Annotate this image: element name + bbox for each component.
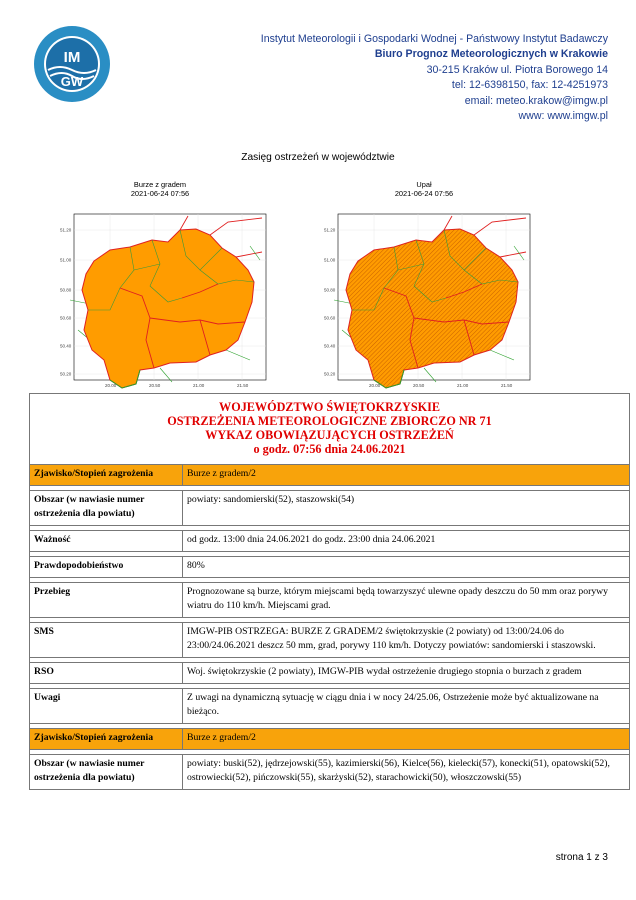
table-row (30, 623, 630, 658)
phenomenon-label: Zjawisko/Stopień zagrożenia (30, 729, 183, 750)
office-name: Biuro Prognoz Meteorologicznych w Krakowie (374, 48, 608, 61)
map-caption-datetime: 2021-06-24 07:56 (394, 189, 454, 198)
phenomenon-value: Burze z gradem/2 (183, 729, 630, 750)
lon-tick-label: 20.50 (149, 383, 161, 388)
imgw-logo (32, 24, 112, 104)
lat-tick-label: 50.60 (60, 315, 72, 321)
report-title-line: OSTRZEŻENIA METEOROLOGICZNE ZBIORCZO NR 71 (167, 414, 492, 428)
table-row (30, 583, 630, 618)
institute-name: Instytut Meteorologii i Gospodarki Wodnej - Państwowy Instytut Badawczy (260, 33, 608, 45)
maps-title: Zasięg ostrzeżeń w województwie (241, 152, 395, 163)
rso-value: Woj. świętokrzyskie (2 powiaty), IMGW-PIB wydał ostrzeżenie drugiego stopnia o burzach z gradem (183, 663, 630, 684)
map-caption-label: Upał (416, 180, 432, 189)
report-title-line: WYKAZ OBOWIĄZUJĄCYCH OSTRZEŻEŃ (205, 428, 454, 442)
warnings-table (29, 393, 630, 790)
lat-tick-label: 51.20 (60, 227, 72, 233)
table-row (30, 531, 630, 552)
office-email[interactable]: email: meteo.krakow@imgw.pl (464, 94, 608, 107)
table-row (30, 729, 630, 750)
map-caption-datetime: 2021-06-24 07:56 (130, 189, 190, 198)
office-www[interactable]: www: www.imgw.pl (518, 110, 608, 123)
phenomenon-label: Zjawisko/Stopień zagrożenia (30, 465, 183, 486)
table-row (30, 557, 630, 578)
probability-value: 80% (183, 557, 630, 578)
map-heat (314, 180, 534, 390)
probability-label: Prawdopodobieństwo (30, 557, 183, 578)
validity-value: od godz. 13:00 dnia 24.06.2021 do godz. 23:00 dnia 24.06.2021 (183, 531, 630, 552)
table-row (30, 755, 630, 790)
map-hail-storms (50, 180, 270, 390)
notes-label: Uwagi (30, 689, 183, 724)
course-value: Prognozowane są burze, którym miejscami będą towarzyszyć ulewne opady deszczu do 50 mm oraz porywy wiatru do 110 km/h. Miejscami grad. (183, 583, 630, 618)
page-number: strona 1 z 3 (555, 852, 608, 863)
report-title-line: WOJEWÓDZTWO ŚWIĘTOKRZYSKIE (219, 400, 440, 414)
lat-tick-label: 50.20 (60, 371, 72, 377)
lat-tick-label: 50.40 (324, 343, 336, 349)
sms-value: IMGW-PIB OSTRZEGA: BURZE Z GRADEM/2 świętokrzyskie (2 powiaty) od 13:00/24.06 do 23:00/24.06.2021 deszcz 50 mm, grad, porywy 110 km/h. Dotyczy powiatów: sandomierski i staszowski. (183, 623, 630, 658)
validity-label: Ważność (30, 531, 183, 552)
lat-tick-label: 51.00 (60, 257, 72, 263)
rso-label: RSO (30, 663, 183, 684)
table-row (30, 465, 630, 486)
lon-tick-label: 21.00 (193, 383, 205, 388)
table-row (30, 491, 630, 526)
lon-tick-label: 20.00 (369, 383, 381, 388)
area-value: powiaty: sandomierski(52), staszowski(54) (183, 491, 630, 526)
institution-header (208, 32, 608, 124)
area-label: Obszar (w nawiasie numer ostrzeżenia dla powiatu) (30, 491, 183, 526)
phenomenon-value: Burze z gradem/2 (183, 465, 630, 486)
lat-tick-label: 50.20 (324, 371, 336, 377)
lon-tick-label: 21.50 (237, 383, 249, 388)
area-label: Obszar (w nawiasie numer ostrzeżenia dla powiatu) (30, 755, 183, 790)
lat-tick-label: 51.20 (324, 227, 336, 233)
table-row (30, 663, 630, 684)
lat-tick-label: 50.40 (60, 343, 72, 349)
lon-tick-label: 21.00 (457, 383, 469, 388)
office-phone: tel: 12-6398150, fax: 12-4251973 (451, 79, 608, 92)
map-canvas (50, 200, 270, 390)
lon-tick-label: 21.50 (501, 383, 513, 388)
logo-text-top: IM (63, 49, 81, 66)
logo-text-bottom: GW (60, 74, 84, 89)
area-value: powiaty: buski(52), jędrzejowski(55), kazimierski(56), Kielce(56), kielecki(57), konecki(51), opatowski(52), ostrowiecki(52), pińczowski(55), skarżyski(52), starachowicki(50), włoszczowski(55) (183, 755, 630, 790)
lon-tick-label: 20.00 (105, 383, 117, 388)
table-row (30, 689, 630, 724)
sms-label: SMS (30, 623, 183, 658)
report-title-line: o godz. 07:56 dnia 24.06.2021 (253, 442, 406, 456)
lat-tick-label: 50.60 (324, 315, 336, 321)
office-address: 30-215 Kraków ul. Piotra Borowego 14 (426, 63, 608, 76)
lat-tick-label: 51.00 (324, 257, 336, 263)
lon-tick-label: 20.50 (413, 383, 425, 388)
lat-tick-label: 50.80 (60, 287, 72, 293)
lat-tick-label: 50.80 (324, 287, 336, 293)
map-canvas (314, 200, 534, 390)
map-caption-label: Burze z gradem (133, 180, 187, 189)
report-title (30, 394, 630, 465)
notes-value: Z uwagi na dynamiczną sytuację w ciągu dnia i w nocy 24/25.06, Ostrzeżenie może być aktualizowane na bieżąco. (183, 689, 630, 724)
course-label: Przebieg (30, 583, 183, 618)
